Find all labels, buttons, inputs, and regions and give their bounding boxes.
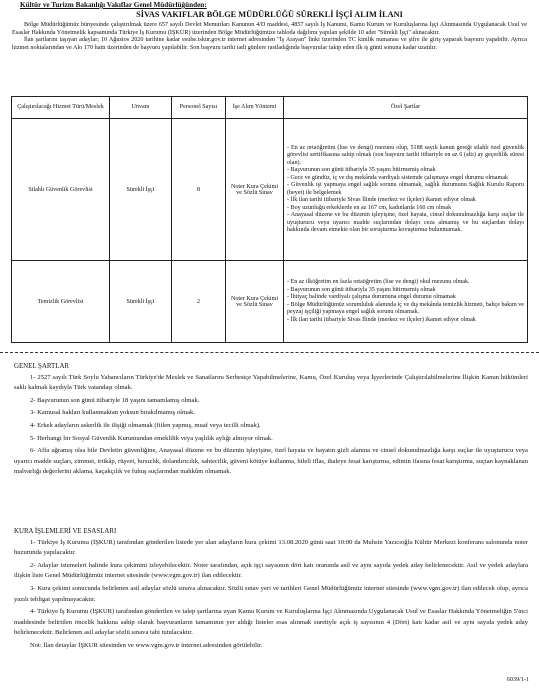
cell-method: Noter Kura Çekimi ve Sözlü Sınav xyxy=(226,261,284,343)
cell-conditions xyxy=(284,261,528,343)
condition-item: - Güvenlik işi yapmaya engel sağlık sorunu olmamak, sağlık durumunu Sağlık Kurulu Raporu (heyet) ile belgelemek xyxy=(287,182,524,196)
lottery-item: 2- Adaylar istemeleri halinde kura çekimini izleyebilecektir. Noter tarafından, açık işçi sayısının dört katı oranında asil ve aynı sayıda yedek aday belirlenecektir. Asil ve yedek adaylara ilişkin liste Genel Müdürlüğümüz internet sitesinde (www.vgm.gov.tr) ilan edilecektir. xyxy=(14,561,528,580)
cell-count: 2 xyxy=(172,261,226,343)
header-count: Personel Sayısı xyxy=(172,97,226,119)
general-conditions xyxy=(14,362,528,480)
cell-method: Noter Kura Çekimi ve Sözlü Sınav xyxy=(226,119,284,261)
lottery-note: Not: İlan detaylar İŞKUR sitesinden ve www.vgm.gov.tr internet adresinden görülebilir. xyxy=(30,641,263,649)
general-item: 6- Affa uğramış olsa bile Devletin güvenliğine, Anayasal düzene ve bu düzenin işleyişine, özel hayata ve hayatın gizli alanına ve cinsel dokunulmazlığa karşı suçlar ile uyuşturucu veya uyarıcı madde suçları, zimmet, irtikâp, rüşvet, hırsızlık, dolandırıcılık, sahtecilik, güveni kötüye kullanma, hileli iflas, ihaleye fesat karıştırma, edimin ifasına fesat karıştırma, suçtan kaynaklanan malvarlığı değerlerini aklama, kaçakçılık ve fuhuş suçlarından mahkûm olmamak. xyxy=(14,447,528,476)
table-row xyxy=(12,261,528,343)
condition-item: - Başvurunun son günü itibariyla 35 yaşını bitirmemiş olmak xyxy=(287,286,436,293)
header-service: Çalıştırılacağı Hizmet Türü/Meslek xyxy=(12,97,110,119)
general-item: 2- Başvurunun son günü itibariyle 18 yaşını tamamlamış olmak. xyxy=(30,396,200,404)
cell-count: 8 xyxy=(172,119,226,261)
positions-table xyxy=(11,96,528,343)
footer-code: 6039/1-1 xyxy=(506,676,529,683)
cell-title: Sürekli İşçi xyxy=(110,119,172,261)
lottery-procedures xyxy=(14,527,528,654)
condition-item: - Gece ve gündüz, iç ve dış mekânda vardiyalı sistemde çalışmaya engel durumu olmamak xyxy=(287,174,508,181)
header-conditions: Özel Şartlar xyxy=(284,97,528,119)
cell-conditions xyxy=(284,119,528,261)
intro-text xyxy=(12,21,527,52)
condition-item: - Anayasal düzene ve bu düzenin işleyişine, özel hayata, cinsel dokunulmazlığa karşı suçlar ile uyuşturucu veya uyarıcı madde suçlarından dolayı ceza almamış ve bu suçlardan dolayı hakkında devam etmekte olan bir soruşturma kovuşturma bulunmamak. xyxy=(287,212,524,233)
condition-item: - İlk ilan tarihi itibariyle Sivas İlinde (merkez ve ilçeler) ikamet ediyor olmak xyxy=(287,316,476,323)
general-item: 1- 2527 sayılı Türk Soylu Yabancıların Türkiye'de Meslek ve Sanatlarını Serbestçe Yapabilmelerine, Kamu, Özel Kuruluş veya İşyerlerinde Çalıştırılabilmelerine İlişkin Kanun hükümleri saklı kalmak kaydıyla Türk vatandaşı olmak. xyxy=(14,373,528,392)
condition-item: - Bölge Müdürlüğümüz sorumluluk alanında iç ve dış mekânda temizlik hizmeti, bahçe bakım ve peyzaj işçiliği yapmaya engel sağlık sorunu olmamak. xyxy=(287,301,524,315)
section-divider xyxy=(0,352,539,353)
ministry-heading: Kültür ve Turizm Bakanlığı Vakıflar Genel Müdürlüğünden: xyxy=(20,1,207,9)
intro-paragraph: İlan şartlarını taşıyan adaylar; 10 Ağustos 2020 tarihine kadar esube.iskur.gov.tr internet adresinden "İş Arayan" linki üzerinden TC kimlik numarası ve şifre ile giriş yaparak başvuru yapabilir. Ayrıca hizmet noktalarından ve Alo 170 hattı üzerinden de başvuru yapılabilir. Son başvuru tarihi iadi günlere rastladığında başvurular takip eden ilk iş günü sonuna kadar uzatılır. xyxy=(12,36,527,52)
general-item: 5- Herhangi bir Sosyal Güvenlik Kurumundan emeklilik veya yaşlılık aylığı almıyor olmak. xyxy=(30,434,273,442)
cell-service: Temizlik Görevlisi xyxy=(12,261,110,343)
table-header-row xyxy=(12,97,528,119)
header-title: Unvanı xyxy=(110,97,172,119)
lottery-heading: KURA İŞLEMLERİ VE ESASLARI xyxy=(14,528,117,535)
condition-item: - Boy uzunluğu erkeklerde en az 167 cm, kadınlarda 160 cm olmak xyxy=(287,204,452,211)
cell-service: Silahlı Güvenlik Görevlisi xyxy=(12,119,110,261)
condition-item: - İlk ilan tarihi itibariyle Sivas İlinde (merkez ve ilçeler) ikamet ediyor olmak xyxy=(287,197,476,203)
lottery-item: 4- Türkiye İş Kurumu (İŞKUR) tarafından gönderilen ve talep şartlarına uyan Kamu Kurum ve Kuruluşlarına İşçi Alınmasında Uygulanacak Usul ve Esaslar Hakkında Yönetmeliğin 5'inci maddesinde belirtilen öncelik hakkına sahip olarak başvuranların tamamının yer aldığı listeler esas alınmak suretiyle açık iş sayısının 4 (Dört) katı kadar asil ve aynı sayıda yedek aday belirlenecektir. Belirlenen asil adaylar sözlü sınava tabi tutulacaktır. xyxy=(14,608,528,637)
announcement-title: SİVAS VAKIFLAR BÖLGE MÜDÜRLÜĞÜ SÜREKLİ İŞÇİ ALIM İLANI xyxy=(136,10,403,19)
lottery-item: 1- Türkiye İş Kurumu (İŞKUR) tarafından gönderilen listede yer alan adayların kura çekimi 13.08.2020 günü saat 10:00 da Muhsin Yazıcıoğlu Kültür Merkezi konferans salonunda noter huzurunda yapılacaktır. xyxy=(14,538,528,557)
lottery-item: 3- Kura çekimi sonucunda belirlenen asil adaylar sözlü sınava alınacaktır. Sözlü sınav yeri ve tarihleri Genel Müdürlüğümüz internet sitesinde (www.vgm.gov.tr) ilan edilecek olup, ayrıca yazılı tebligat yapılmayacaktır. xyxy=(14,584,528,603)
condition-item: - En az ilköğretim en fazla ortaöğretim (lise ve dengi) okul mezunu olmak. xyxy=(287,279,470,285)
general-heading: GENEL ŞARTLAR xyxy=(14,363,70,370)
cell-title: Sürekli İşçi xyxy=(110,261,172,343)
condition-item: - Başvurunun son günü itibariyla 35 yaşını bitirmemiş olmak xyxy=(287,167,436,173)
table-row xyxy=(12,119,528,261)
general-item: 3- Kamusal hakları kullanmaktan yoksun bırakılmamış olmak. xyxy=(30,409,195,417)
intro-paragraph: Bölge Müdürlüğümüz bünyesinde çalıştırılmak üzere 657 sayılı Devlet Memurları Kanunun 4/D maddesi, 4857 sayılı İş Kanunu, Kamu Kurum ve Kuruluşlarına İşçi Alınmasında Uygulanacak Usul ve Esaslar Hakkında Yönetmelik kapsamında Türkiye İş Kurumu (İŞKUR) üzerinden Bölge Müdürlüğümüze tabloda dağılımı yapılan şekilde 10 adet "Sürekli İşçi" alınacaktır. xyxy=(12,21,527,36)
general-item: 4- Erkek adayların askerlik ile ilişiği olmamak (fiilen yapmış, muaf veya tecilli olmak). xyxy=(30,421,261,429)
header-method: İşe Alım Yöntemi xyxy=(226,97,284,119)
condition-item: - En az ortaöğretim (lise ve dengi) mezunu olup, 5188 sayılı kanun gereği silahlı özel güvenlik görevlisi sertifikasına sahip olmak (son başvuru tarihi itibariyle en az 6 (altı) ay geçerlilik süresi olan). xyxy=(287,144,524,166)
condition-item: - İhtiyaç halinde vardiyalı çalışma durumuna engel durumu olmamak xyxy=(287,294,456,300)
